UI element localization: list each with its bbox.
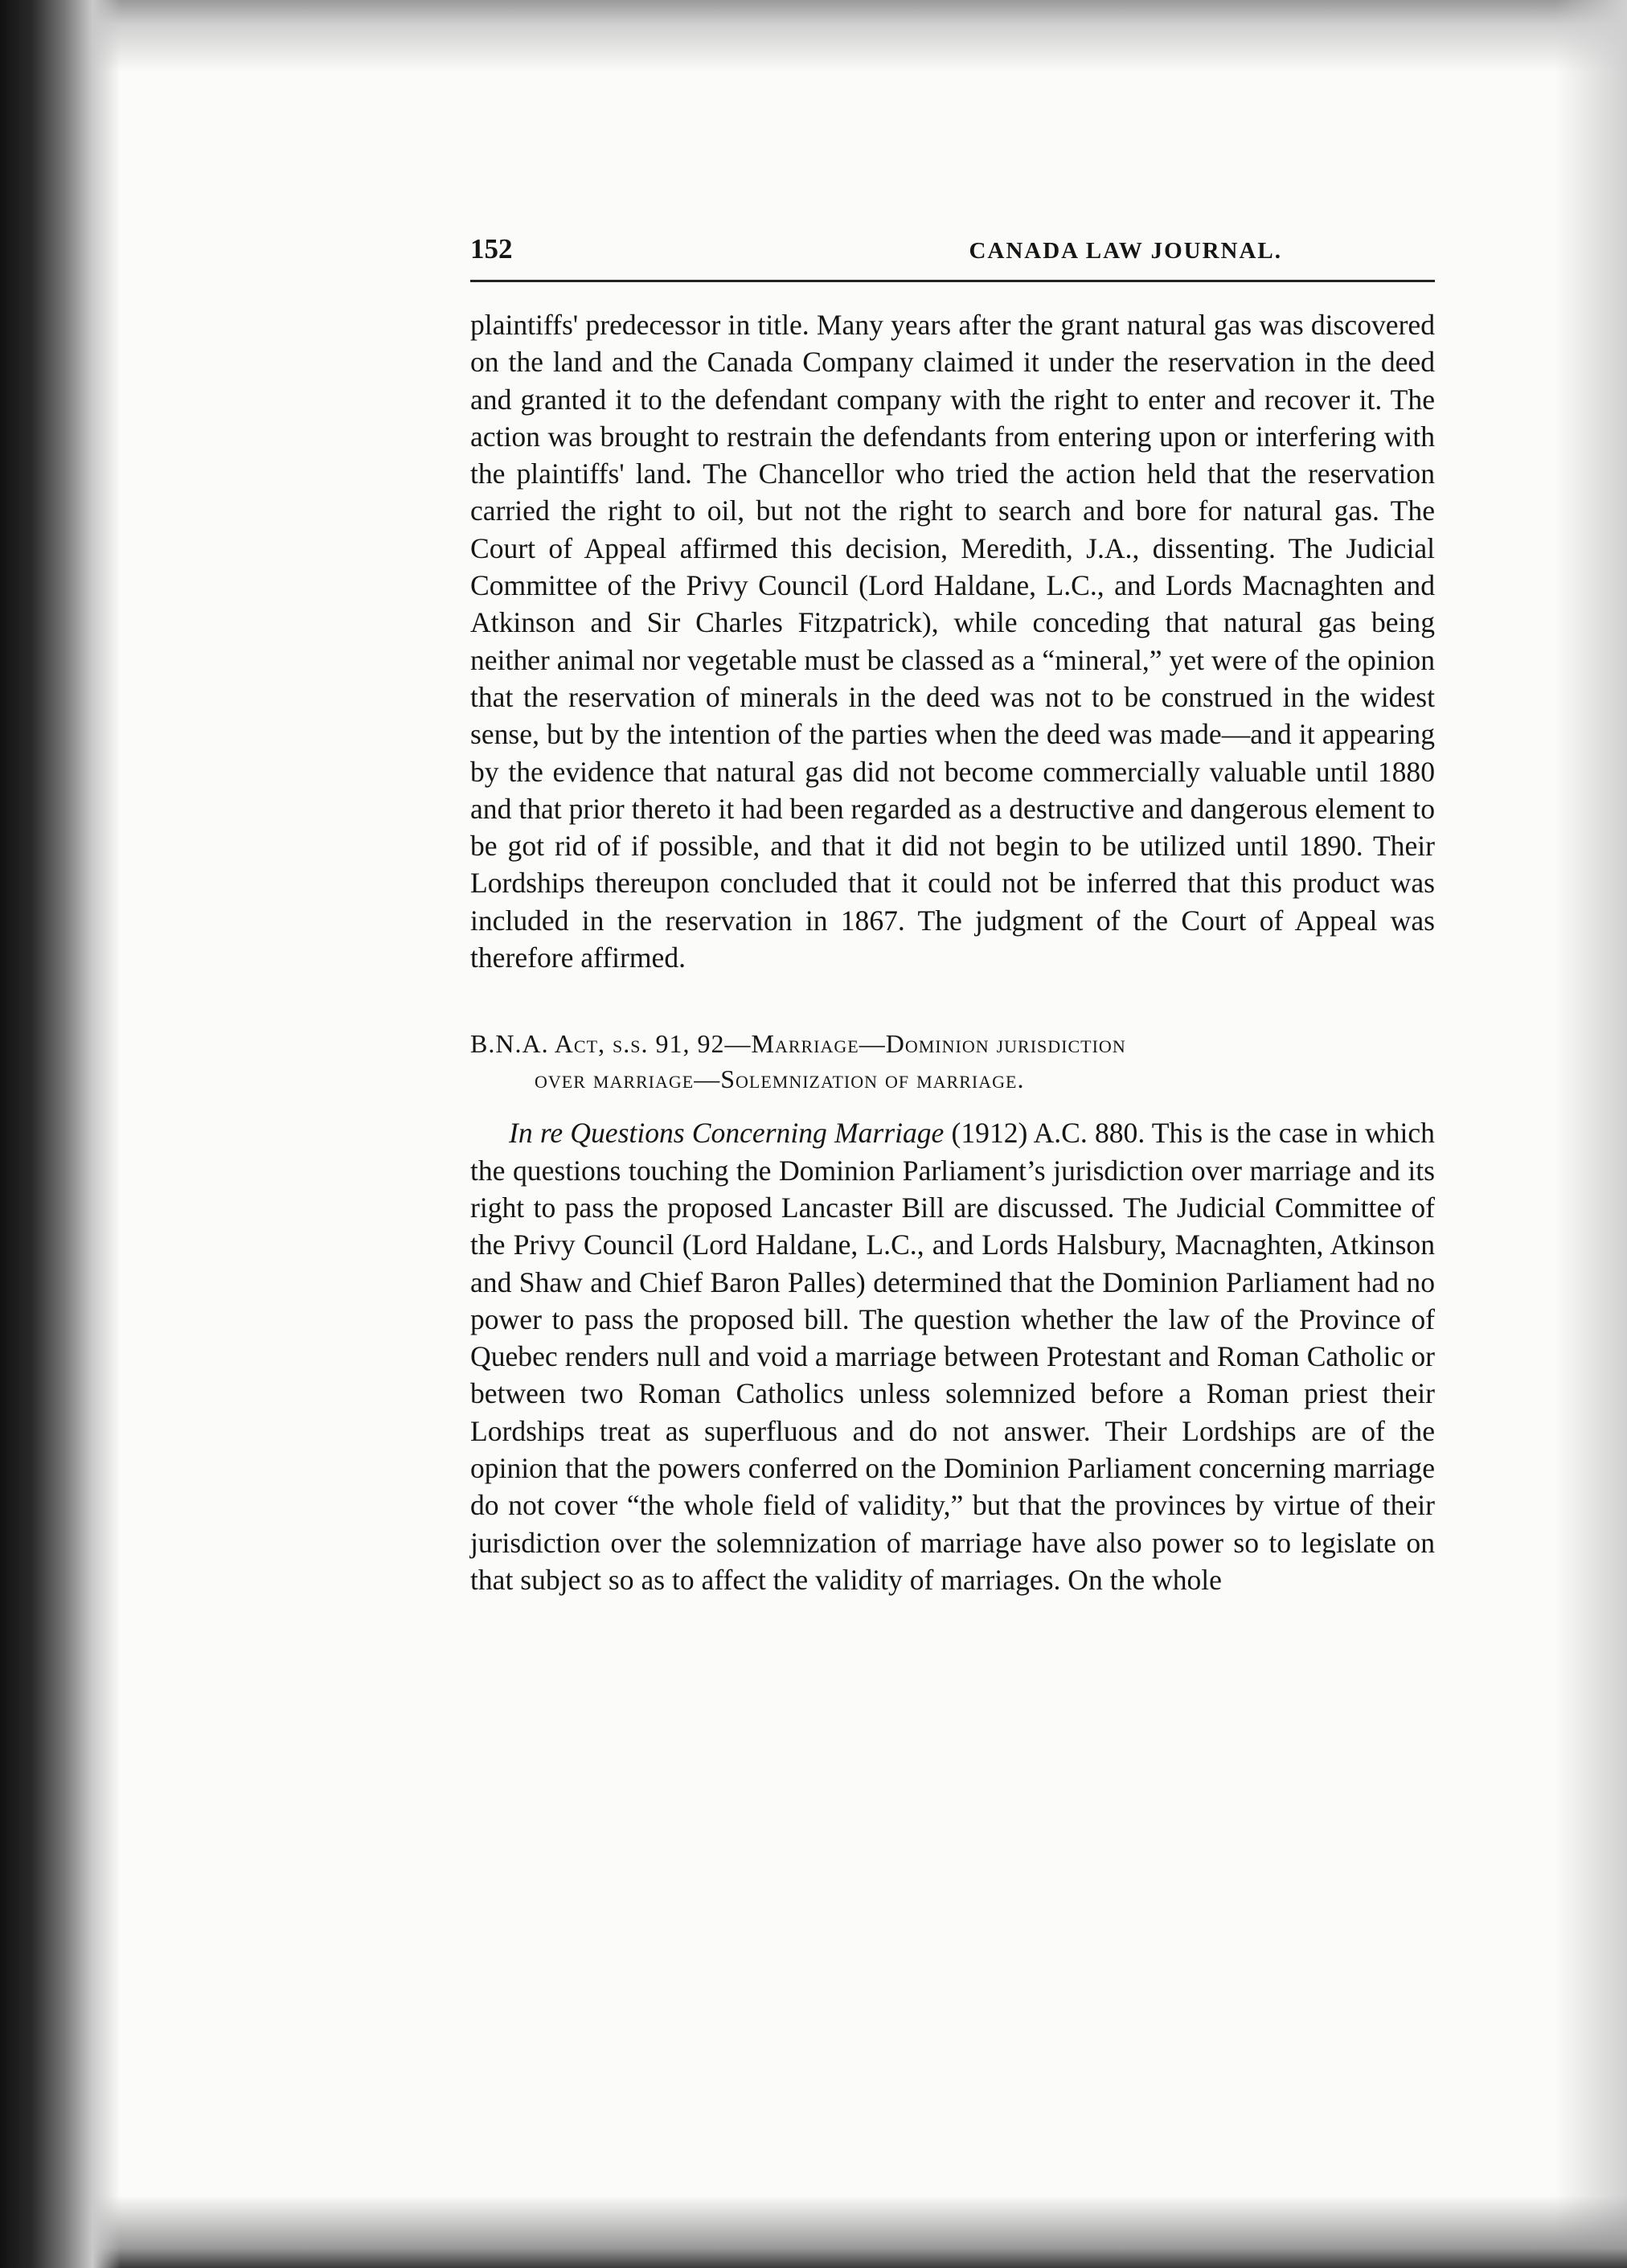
running-head: [470, 233, 1435, 282]
paragraph-gap: [470, 1097, 1435, 1114]
section-spacer: [470, 976, 1435, 1026]
case-citation: (1912) A.C. 880.: [944, 1117, 1152, 1150]
journal-title: CANADA LAW JOURNAL.: [969, 238, 1282, 264]
page-column: [470, 233, 1435, 1598]
scan-edge-right: [1555, 0, 1627, 2268]
section-heading-line-1: B.N.A. Act, s.s. 91, 92—Marriage—Dominion jurisdiction: [470, 1029, 1126, 1059]
case-text: This is the case in which the questions touching the Dominion Parliament’s jurisdiction over marriage and its right to pass the proposed Lancaster Bill are discussed. The Judicial Committee of the Privy Council (Lord Haldane, L.C., and Lords Halsbury, Macnaghten, Atkinson and Shaw and Chief Baron Palles) determined that the Dominion Parliament had no power to pass the proposed bill. The question whether the law of the Province of Quebec renders null and void a marriage between Protestant and Roman Catholic or between two Roman Catholics unless solemnized before a Roman priest their Lordships treat as superfluous and do not answer. Their Lordships are of the opinion that the powers conferred on the Dominion Parliament concerning marriage do not cover “the whole field of validity,” but that the provinces by virtue of their jurisdiction over the solemnization of marriage have also power so to legislate on that subject so as to affect the validity of marriages. On the whole: [470, 1117, 1435, 1596]
case-name: In re Questions Concerning Marriage: [509, 1117, 945, 1150]
section-heading: [470, 1026, 1435, 1097]
page-number: 152: [470, 233, 513, 265]
paragraph-continued: plaintiffs' predecessor in title. Many years after the grant natural gas was discovered on the land and the Canada Company claimed it under the reservation in the deed and granted it to the defendant company with the right to enter and recover it. The action was brought to restrain the defendants from entering upon or interfering with the plaintiffs' land. The Chancellor who tried the action held that the reservation carried the right to oil, but not the right to search and bore for natural gas. The Court of Appeal affirmed this decision, Meredith, J.A., dissenting. The Judicial Committee of the Privy Council (Lord Haldane, L.C., and Lords Macnaghten and Atkinson and Sir Charles Fitzpatrick), while conceding that natural gas being neither animal nor vegetable must be classed as a “mineral,” yet were of the opinion that the reservation of minerals in the deed was not to be construed in the widest sense, but by the intention of the parties when the deed was made—and it appearing by the evidence that natural gas did not become commercially valuable until 1880 and that prior thereto it had been regarded as a destructive and dangerous element to be got rid of if possible, and that it did not begin to be utilized until 1890. Their Lordships thereupon concluded that it could not be inferred that this product was included in the reservation in 1867. The judgment of the Court of Appeal was therefore affirmed.: [470, 309, 1435, 974]
scan-edge-bottom: [0, 2196, 1627, 2268]
scan-binding-shadow: [0, 0, 121, 2268]
section-heading-line-2: over marriage—Solemnization of marriage.: [535, 1064, 1025, 1094]
scan-edge-top: [0, 0, 1627, 72]
case-paragraph: [470, 1114, 1435, 1598]
